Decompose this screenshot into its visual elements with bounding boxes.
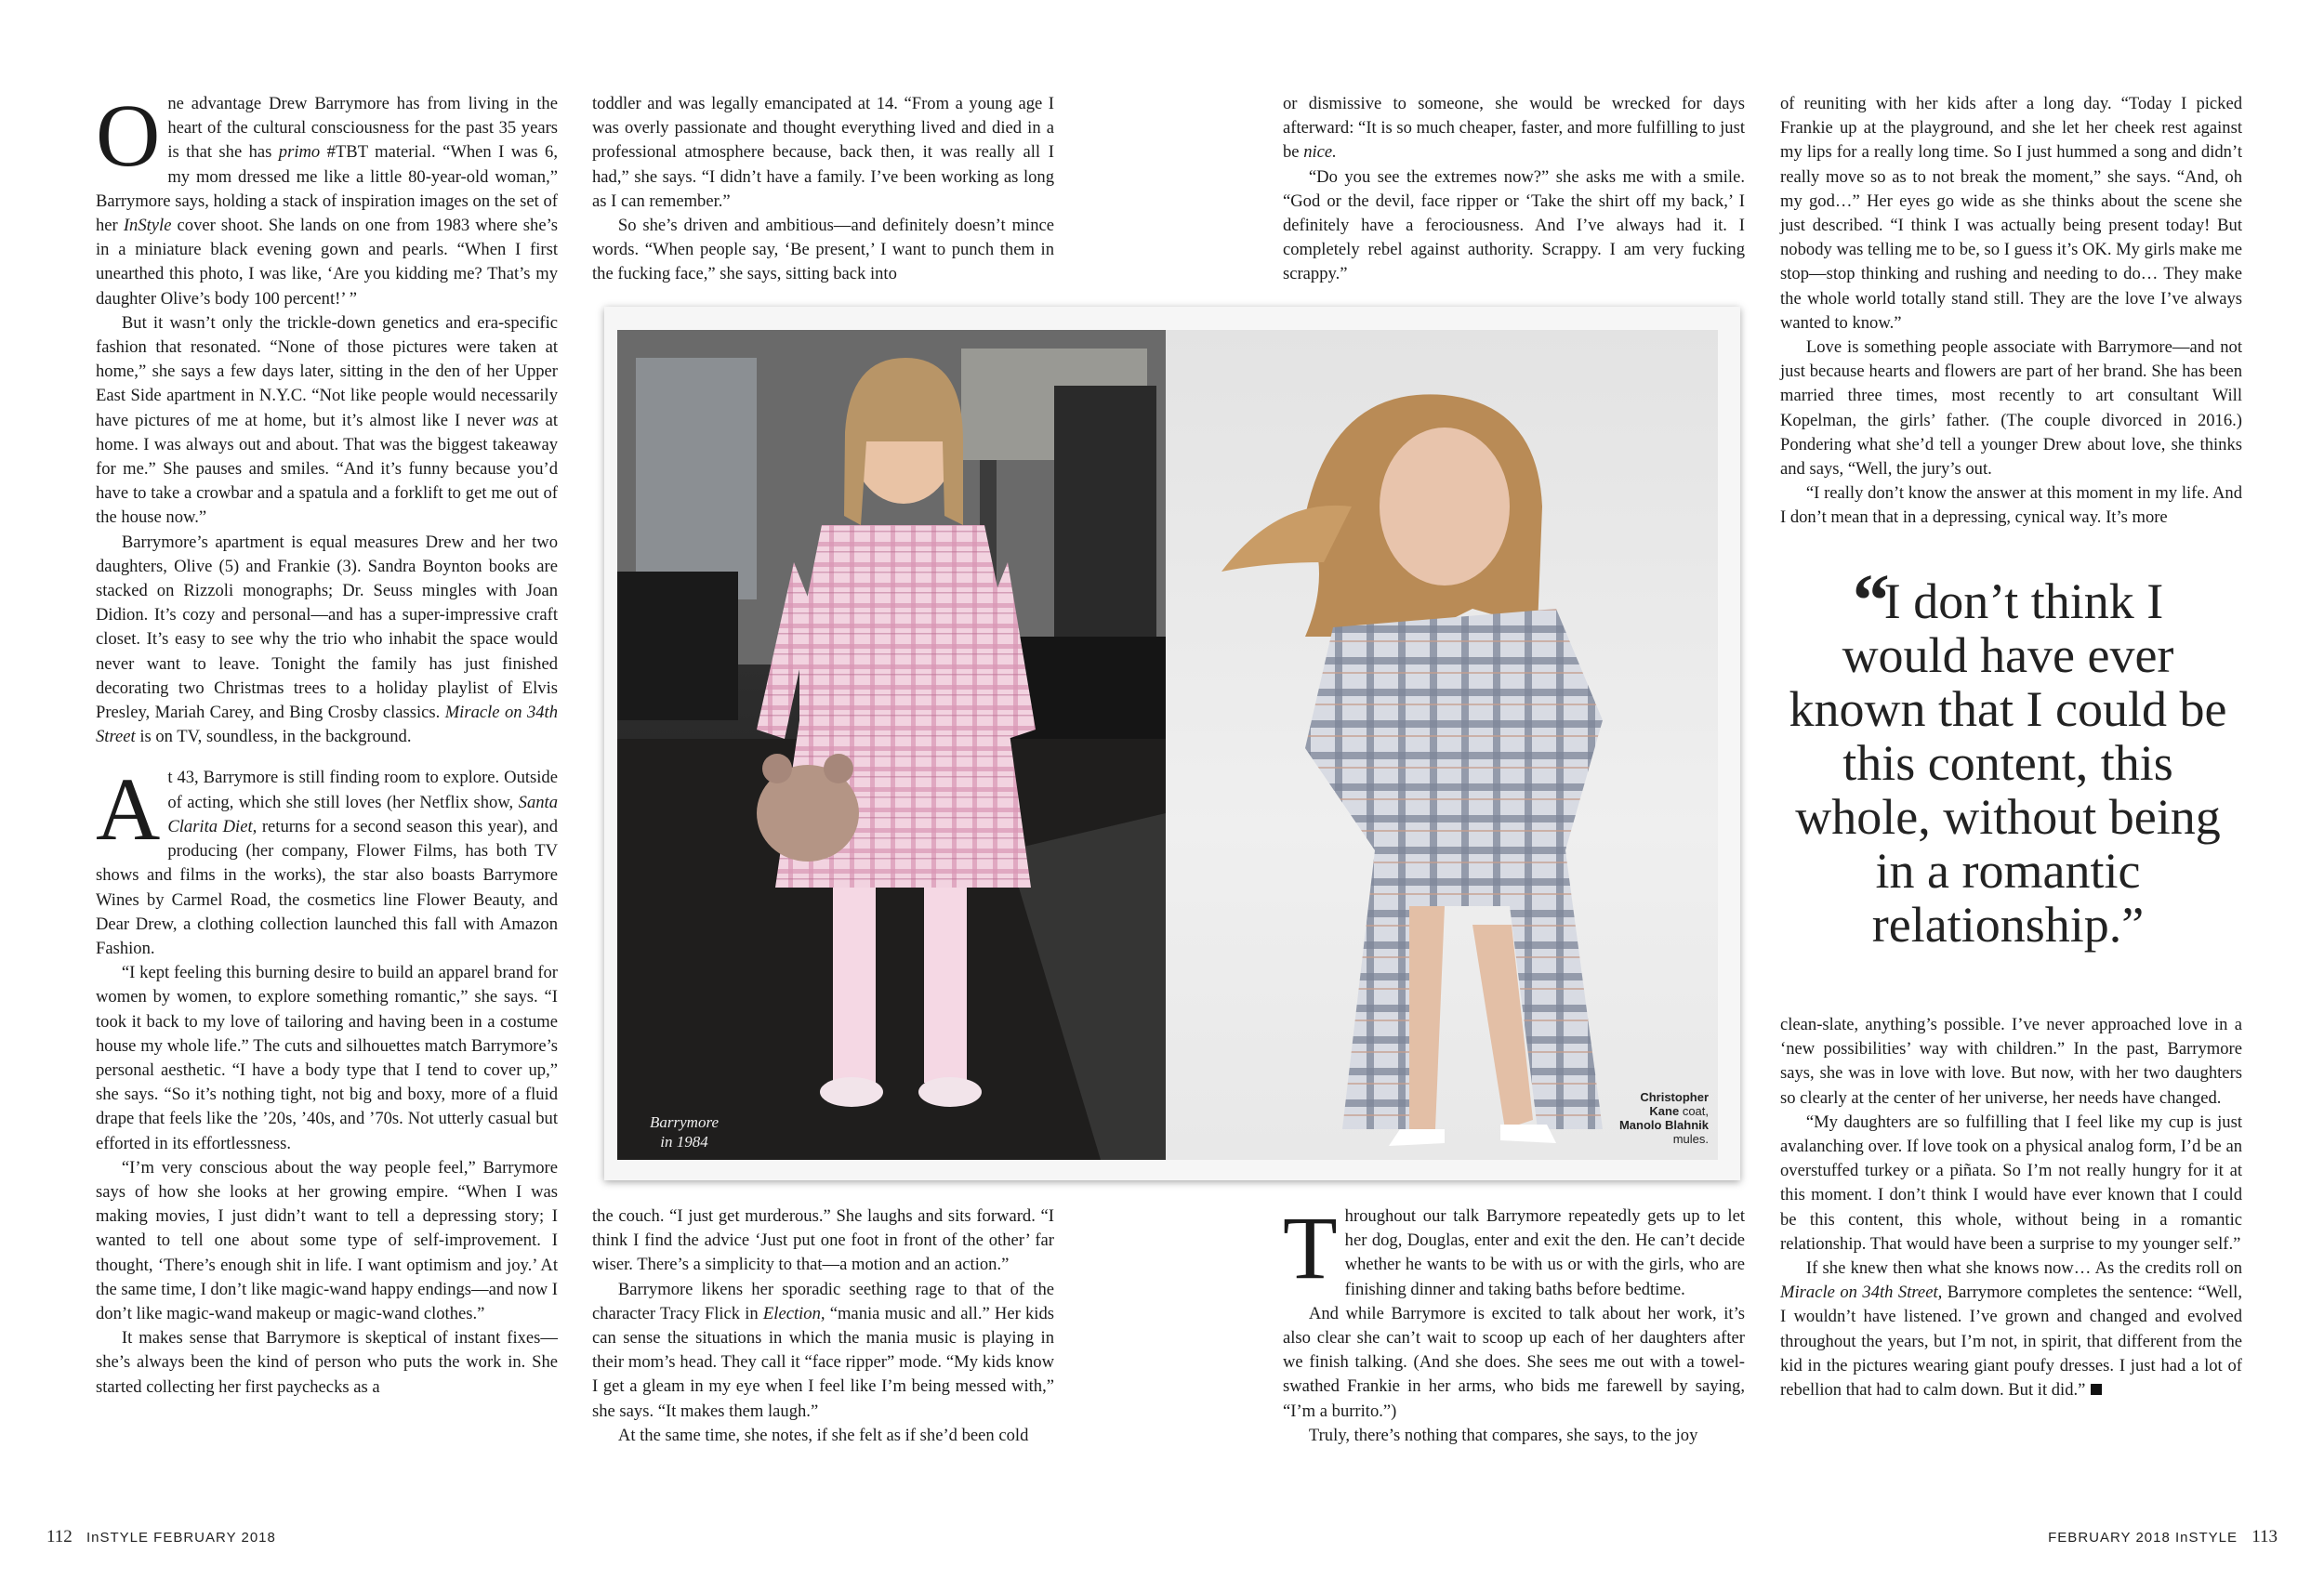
paragraph: Truly, there’s nothing that compares, she says, to the joy bbox=[1308, 1425, 1698, 1445]
paragraph: of reuniting with her kids after a long day. “Today I picked Frankie up at the playground, and she let her cheek rest against my lips for a really long time. So I just hummed a song and didn’t really move so as to not break the moment,” she says. “And, oh my god…” Her eyes go wide as she thinks about the scene she just described. “I think I was actually being present today! But nobody was telling me to be, so I guess it’s OK. My girls make me stop—stop thinking and rushing and needing to do… They make the whole world totally stand still. They are the love I’ve always wanted to know.” bbox=[1780, 94, 2242, 333]
text-run: ne advantage Drew Barrymore has from living in the heart of the cultural consciousness for the past 35 years is that she has bbox=[167, 94, 558, 163]
drop-cap: T bbox=[1283, 1198, 1338, 1297]
text-run: or dismissive to someone, she would be wrecked for days afterward: “It is so much cheaper, faster, and more fulfilling to just be bbox=[1283, 94, 1745, 163]
text-run: hroughout our talk Barrymore repeatedly gets up to let her dog, Douglas, enter and exit the den. He can’t decide whether he wants to be with us or with the girls, who are finishing dinner and taking baths before bedtime. bbox=[1344, 1206, 1745, 1299]
end-mark-icon bbox=[2091, 1384, 2102, 1395]
text-run-italic: Miracle on 34th Street bbox=[96, 703, 558, 747]
footer-left bbox=[37, 1527, 276, 1547]
column-3-top bbox=[1283, 92, 1745, 287]
paragraph: “I’m very conscious about the way people feel,” Barrymore says of how she looks at her growing empire. “When I was making movies, I just didn’t want to tell a depressing story; I wanted to tell one about some type of self-improvement. I thought, ‘There’s enough shit in life. I want optimism and joy.’ At the same time, I don’t like magic-wand happy endings—and now I don’t like magic-wand makeup or magic-wand clothes.” bbox=[96, 1157, 558, 1323]
text-run: Barrymore completes the sentence: “Well, I wouldn’t have listened. I’ve grown and changed and evolved throughout the years, but I’m not, in spirit, that different from the kid in the pictures wearing giant poufy dresses. I just had a lot of rebellion that had to calm down. But it did.” bbox=[1780, 1283, 2242, 1401]
paragraph bbox=[96, 311, 558, 531]
drop-cap: O bbox=[96, 86, 161, 185]
paragraph bbox=[96, 86, 558, 311]
page-number: 113 bbox=[2251, 1527, 2278, 1546]
paragraph: toddler and was legally emancipated at 14. “From a young age I was overly passionate and thought everything lived and died in a professional atmosphere because, back then, it was really all I had,” she says. “I didn’t have a family. I’ve been working as long as I can remember.” bbox=[592, 94, 1054, 211]
column-2-top bbox=[592, 92, 1054, 287]
text-run: is on TV, soundless, in the background. bbox=[135, 727, 412, 747]
text-run: But it wasn’t only the trickle-down genetics and era-specific fashion that resonated. “None of those pictures were taken at home,” she says a few days later, sitting in the den of her Upper East Side apartment in N.Y.C. “Not like people would necessarily have pictures of me at home, but it’s almost like I never bbox=[96, 312, 558, 430]
caption-line: in 1984 bbox=[660, 1133, 708, 1151]
paragraph: “Do you see the extremes now?” she asks me with a smile. “God or the devil, face ripper or ‘Take the shirt off my back,’ I definitely have a ferociousness. And I’ve always had it. I completely rebel against authority. Scrappy. I am very fucking scrappy.” bbox=[1283, 166, 1745, 284]
paragraph bbox=[1283, 1198, 1745, 1302]
paragraph: So she’s driven and ambitious—and definitely doesn’t mince words. “When people say, ‘Be present,’ I want to punch them in the fucking face,” she says, sitting back into bbox=[592, 216, 1054, 284]
paragraph: the couch. “I just get murderous.” She laughs and sits forward. “I think I find the advice ‘Just put one foot in front of the other’ far wiser. There’s a simplicity to that—a motion and an action.” bbox=[592, 1206, 1054, 1275]
photo-fashion-credit bbox=[1580, 1090, 1709, 1146]
paragraph: “I kept feeling this burning desire to build an apparel brand for women by women, to explore something romantic,” she says. “I took it back to my love of tailoring and having been in a costume house my whole life.” The cuts and silhouettes match Barrymore’s personal aesthetic. “I have a body type that I tend to cover up,” she says. “So it’s nothing tight, not big and boxy, more of a fluid drape that feels like the ’20s, ’40s, and ’70s. Not utterly casual but efforted in its effortlessness. bbox=[96, 963, 558, 1153]
pull-quote-text: I don’t think I would have ever known that I could be this content, this whole, without being in a romantic relationship.” bbox=[1789, 573, 2227, 953]
paragraph: “I really don’t know the answer at this moment in my life. And I don’t mean that in a depressing, cynical way. It’s more bbox=[1780, 483, 2242, 528]
drop-cap: A bbox=[96, 759, 161, 860]
paragraph: It makes sense that Barrymore is skeptical of instant fixes—she’s always been the kind of person who puts the work in. She started collecting her first paychecks as a bbox=[96, 1328, 558, 1397]
quote-mark-icon: “ bbox=[1852, 560, 1884, 642]
caption-line: Barrymore bbox=[650, 1113, 719, 1131]
text-run-italic: Santa Clarita Diet, bbox=[167, 792, 558, 836]
text-run-italic: nice. bbox=[1303, 142, 1337, 163]
text-run-italic: Election, bbox=[762, 1303, 825, 1323]
issue-date: FEBRUARY 2018 bbox=[153, 1530, 276, 1546]
credit-item: mules. bbox=[1672, 1132, 1709, 1146]
page-number: 112 bbox=[46, 1527, 73, 1546]
text-run: at home. I was always out and about. That was the biggest takeaway for me.” She pauses and smiles. “And it’s funny because you’d have to take a crowbar and a spatula and a forklift to get me out of the house now.” bbox=[96, 410, 558, 528]
text-run: t 43, Barrymore is still finding room to explore. Outside of acting, which she still loves (her Netflix show, bbox=[167, 768, 558, 812]
column-2-bottom bbox=[592, 1204, 1054, 1448]
text-run: Barrymore’s apartment is equal measures Drew and her two daughters, Olive (5) and Frankie (3). Sandra Boynton books are stacked on Rizzoli monographs; Dr. Seuss mingles with Joan Didion. It’s cozy and personal—and has a super-impressive craft closet. It’s easy to see why the trio who inhabit the space would never want to leave. Tonight the family has just finished decorating two Christmas trees to a holiday playlist of Elvis Presley, Mariah Carey, and Bing Crosby classics. bbox=[96, 532, 558, 723]
paragraph bbox=[96, 531, 558, 750]
text-run: “mania music and all.” Her kids can sense the situations in which the mania music is playing in their mom’s head. They call it “face ripper” mode. “My kids know I get a gleam in my eye when I feel like I’m being messed with,” she says. “It makes them laugh.” bbox=[592, 1303, 1054, 1421]
paragraph bbox=[1780, 1257, 2242, 1402]
column-4-bottom bbox=[1780, 1013, 2242, 1402]
magazine-name: InSTYLE bbox=[86, 1530, 149, 1546]
credit-designer: Christopher bbox=[1640, 1090, 1709, 1104]
paragraph bbox=[592, 1278, 1054, 1424]
text-run: Barrymore likens her sporadic seething rage to that of the character Tracy Flick in bbox=[592, 1279, 1054, 1323]
photo-barrymore-plaid-coat bbox=[1166, 330, 1718, 1160]
paragraph bbox=[96, 759, 558, 961]
text-run: If she knew then what she knows now… As the credits roll on bbox=[1805, 1258, 2242, 1279]
paragraph bbox=[1283, 92, 1745, 165]
text-run: cover shoot. She lands on one from 1983 where she’s in a miniature black evening gown and pearls. “When I first unearthed this photo, I was like, ‘Are you kidding me? That’s my daughter Olive’s body 100 percent!’ ” bbox=[96, 216, 558, 309]
footer-right bbox=[2048, 1527, 2287, 1547]
paragraph: Love is something people associate with Barrymore—and not just because hearts and flowers are part of her brand. She has been married three times, most recently to art consultant Will Kopelman, the girls’ father. (The couple divorced in 2016.) Pondering what she’d tell a younger Drew about love, she thinks and says, “Well, the jury’s out. bbox=[1780, 337, 2242, 480]
photo-illustration-left bbox=[617, 330, 1166, 1160]
text-run: #TBT material. “When I was 6, my mom dressed me like a little 80-year-old woman,” Barrymore says, holding a stack of inspiration images on the set of her bbox=[96, 142, 558, 236]
magazine-name: InSTYLE bbox=[2175, 1530, 2238, 1546]
text-run-italic: was bbox=[511, 410, 539, 430]
issue-date: FEBRUARY 2018 bbox=[2048, 1530, 2171, 1546]
text-run-italic: primo bbox=[278, 142, 321, 163]
credit-item: coat, bbox=[1682, 1104, 1709, 1118]
text-run-italic: InStyle bbox=[123, 216, 172, 236]
paragraph: At the same time, she notes, if she felt as if she’d been cold bbox=[617, 1425, 1029, 1445]
credit-designer: Manolo Blahnik bbox=[1618, 1118, 1709, 1132]
text-run: returns for a second season this year), and producing (her company, Flower Films, has both TV shows and films in the works), the star also boasts Barrymore Wines by Carmel Road, the cosmetics line Flower Beauty, and Dear Drew, a clothing collection launched this fall with Amazon Fashion. bbox=[96, 816, 558, 958]
column-3-bottom bbox=[1283, 1198, 1745, 1448]
pull-quote bbox=[1785, 560, 2231, 953]
paragraph: “My daughters are so fulfilling that I feel like my cup is just avalanching over. If love took on a physical analog form, I’d be an overstuffed turkey or a piñata. So I’m not really hungry for it at this moment. I don’t think I would have ever known that I could be this content, this whole, without being in a romantic relationship. That would have been a surprise to my younger self.” bbox=[1780, 1112, 2242, 1254]
paragraph: clean-slate, anything’s possible. I’ve never approached love in a ‘new possibilities’ way with children.” In the past, Barrymore says, she was in love with love. But now, with her two daughters so clearly at the center of her universe, her needs have changed. bbox=[1780, 1015, 2242, 1108]
photo-illustration-right bbox=[1166, 330, 1718, 1160]
text-run-italic: Miracle on 34th Street, bbox=[1780, 1283, 1943, 1303]
photo-young-barrymore bbox=[617, 330, 1166, 1160]
paragraph: And while Barrymore is excited to talk about her work, it’s also clear she can’t wait to scoop up each of her daughters after we finish talking. (And she does. She sees me out with a towel-swathed Frankie in her arms, who bids me farewell by saying, “I’m a burrito.”) bbox=[1283, 1303, 1745, 1421]
photo-caption-1984 bbox=[628, 1112, 740, 1151]
column-1 bbox=[96, 86, 558, 1400]
column-4-top bbox=[1780, 92, 2242, 531]
credit-designer: Kane bbox=[1649, 1104, 1680, 1118]
